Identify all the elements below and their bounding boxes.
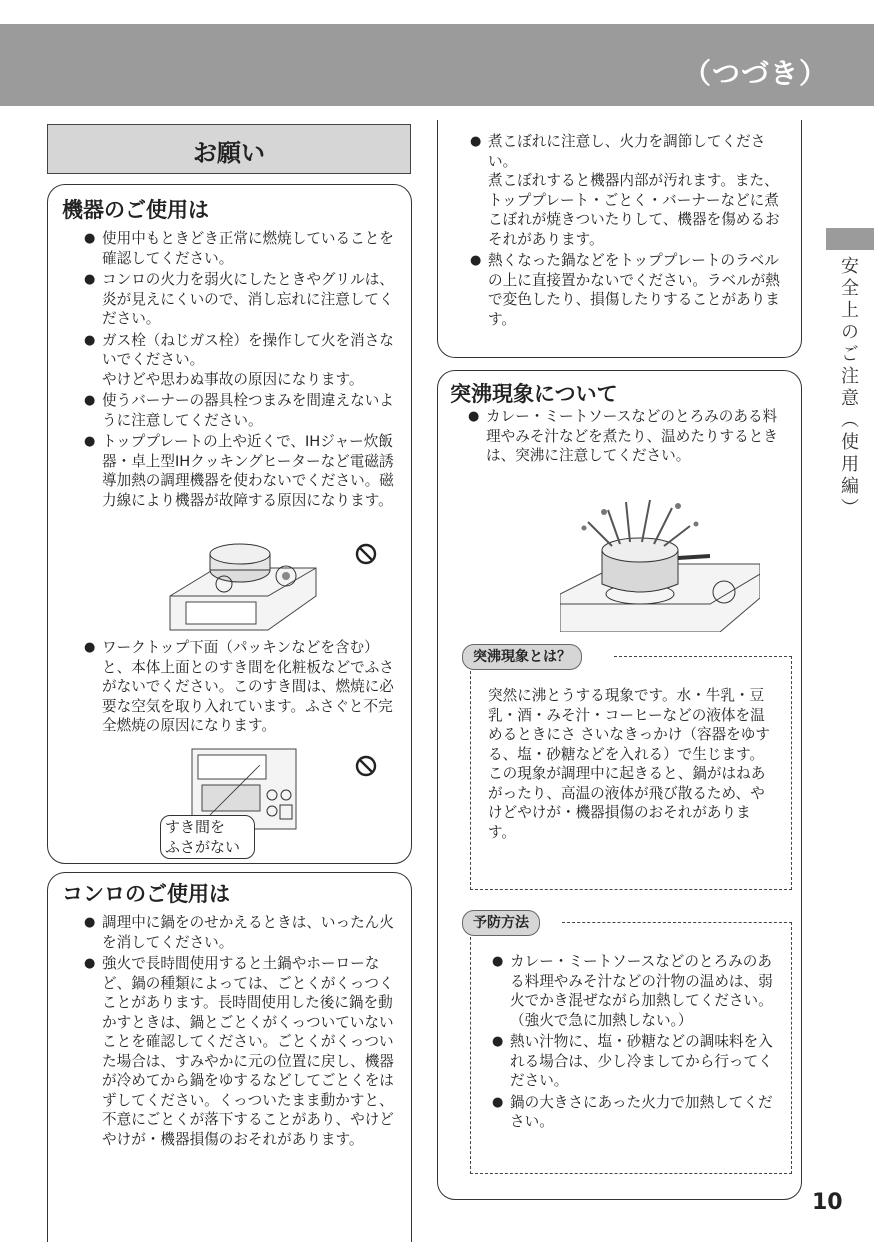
heading-stove-usage: コンロのご使用は (62, 882, 230, 906)
bumping-bullets (468, 407, 789, 466)
list-item: ● ガス栓（ねじガス栓）を操作して火を消さないでください。 やけどや思わぬ事故の原因になります。 (84, 331, 399, 390)
left-title: お願い (193, 139, 265, 167)
prohibited-icon (354, 754, 378, 778)
heading-equipment-usage: 機器のご使用は (62, 198, 209, 222)
what-is-bumping-text: 突然に沸とうする現象です。水・牛乳・豆乳・酒・みそ汁・コーヒーなどの液体を温めるときにさ さいなきっかけ（容器をゆする、塩・砂糖などを入れる）で生じます。 この現象が調理中に起きると、鍋がはねあがったり、高温の液体が飛び散るため、やけどやけが・機器損傷のおそれがあります。 (488, 687, 770, 841)
header-title: （つづき） (682, 57, 828, 90)
heading-bumping: 突沸現象について (450, 382, 618, 406)
list-item: ● カレー・ミートソースなどのとろみのある料理やみそ汁などの汁物の温めは、弱火でかき混ぜながら加熱してください。（強火で急に加熱しない。） (492, 952, 780, 1030)
list-item: ● 使うバーナーの器具栓つまみを間違えないように注意してください。 (84, 391, 399, 430)
equipment-bullets-2 (84, 638, 404, 738)
prohibited-icon (354, 542, 378, 566)
list-item: ● 煮こぼれに注意し、火力を調節してください。 煮こぼれすると機器内部が汚れます。また、トッププレート・ごとく・バーナーなどに煮こぼれが焼きついたりして、機器を傷めるおそれがあります。 (470, 132, 789, 249)
stove-bullets (84, 913, 399, 1149)
list-item: ● 熱い汁物に、塩・砂糖などの調味料を入れる場合は、少し冷ましてから行ってください。 (492, 1032, 780, 1091)
list-item: ● 鍋の大きさにあった火力で加熱してください。 (492, 1093, 780, 1132)
what-is-bumping-tag: 突沸現象とは？ (462, 644, 582, 670)
list-item: ● 使用中もときどき正常に燃焼していることを確認してください。 (84, 229, 399, 268)
list-item: ● コンロの火力を弱火にしたときやグリルは、炎が見えにくいので、消し忘れに注意してください。 (84, 270, 399, 329)
gap-caption: すき間を ふさがない (160, 815, 255, 859)
prevention-tag: 予防方法 (462, 910, 540, 936)
list-item: ● ワークトップ下面（パッキンなどを含む）と、本体上面とのすき間を化粧板などでふさがないでください。このすき間は、燃焼に必要な空気を取り入れています。ふさぐと不完全燃焼の原因になります。 (84, 638, 404, 736)
panel-continuation (437, 120, 802, 358)
page-number: 10 (812, 1190, 843, 1215)
left-title-box (47, 124, 411, 174)
panel-stove-usage (47, 872, 412, 1242)
equipment-bullets (84, 229, 399, 510)
side-tab-marker (826, 228, 874, 250)
prevention-text (492, 952, 780, 1134)
list-item: ● トッププレートの上や近くで、IHジャー炊飯器・卓上型IHクッキングヒーターなど電磁誘導加熱の調理機器を使わないでください。磁力線により機器が故障する原因になります。 (84, 432, 399, 510)
list-item: ● 熱くなった鍋などをトッププレートのラベルの上に直接置かないでください。ラベルが熱で変色したり、損傷したりすることがあります。 (470, 251, 789, 329)
boiling-pot-illustration (560, 498, 760, 632)
ih-cooker-illustration (168, 540, 318, 632)
continuation-bullets (470, 132, 789, 329)
list-item: ● 強火で長時間使用すると土鍋やホーローなど、鍋の種類によっては、ごとくがくっつくことがあります。長時間使用した後に鍋を動かすときは、鍋とごとくがくっついていないことを確認してください。ごとくがくっついた場合は、すみやかに元の位置に戻し、機器が冷めてから鍋をゆするなどしてごとくをはずしてください。くっついたまま動かすと、不意にごとくが落下することがあり、やけどやけが・機器損傷のおそれがあります。 (84, 954, 399, 1149)
list-item: ● カレー・ミートソースなどのとろみのある料理やみそ汁などを煮たり、温めたりするときは、突沸に注意してください。 (468, 407, 789, 466)
side-label: 安全上のご注意（使用編） (838, 256, 859, 520)
list-item: ● 調理中に鍋をのせかえるときは、いったん火を消してください。 (84, 913, 399, 952)
